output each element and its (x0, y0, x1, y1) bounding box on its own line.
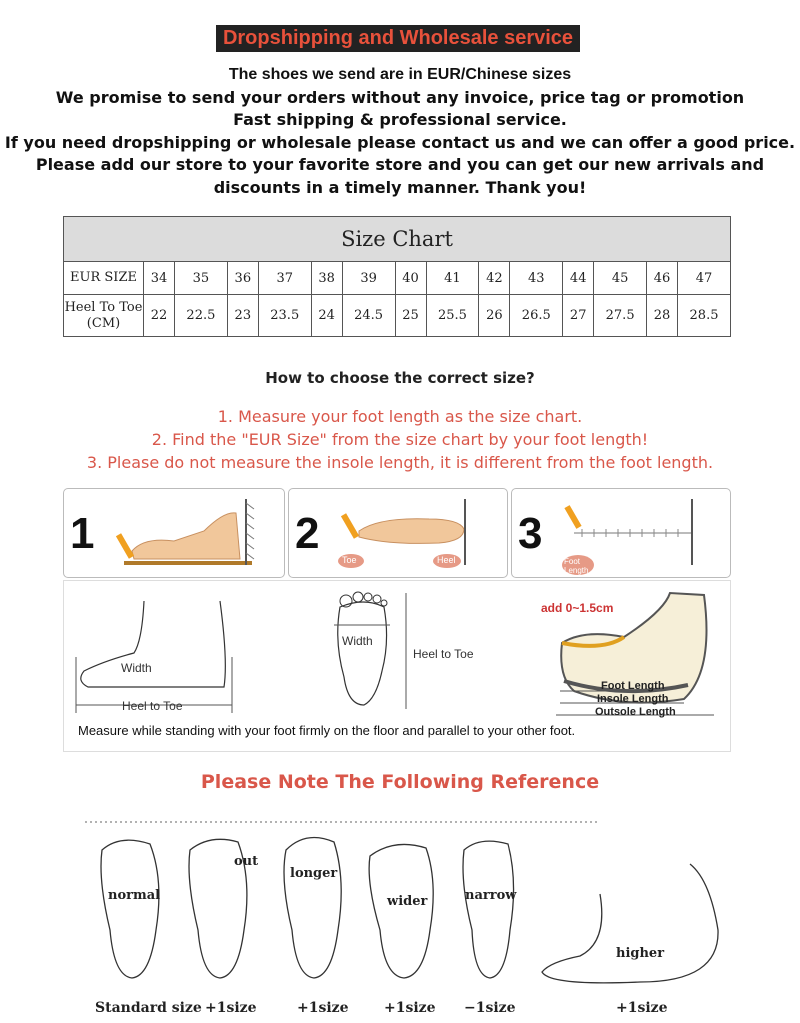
eur-size-cell: 37 (258, 262, 311, 295)
eur-size-cell: 47 (678, 262, 731, 295)
panel-number-3: 3 (518, 509, 543, 558)
heel-to-toe-cell: 28.5 (678, 295, 731, 337)
heel-to-toe-label: Heel To Toe (CM) (64, 295, 144, 337)
notice-text (0, 64, 800, 199)
width-side-label: Width (121, 661, 152, 675)
size-chart-table (63, 216, 731, 337)
size-chart-title: Size Chart (64, 217, 731, 262)
foot-label-wider: wider (387, 894, 428, 909)
step-panel-2 (288, 488, 508, 578)
foot-side-illustration (64, 489, 285, 578)
heel-to-toe-cell: 23 (227, 295, 258, 337)
eur-size-cell: 40 (395, 262, 426, 295)
foot-reference (80, 810, 780, 1022)
step-1: 1. Measure your foot length as the size chart. (217, 407, 583, 426)
eur-size-cell: 43 (510, 262, 563, 295)
how-to-title: How to choose the correct size? (265, 369, 535, 387)
eur-size-cell: 39 (342, 262, 395, 295)
foot-length-measure-label: Foot Length (601, 680, 665, 692)
heel-to-toe-cell: 28 (647, 295, 678, 337)
notice-line-5: Please add our store to your favorite store and you can get our new arrivals and discounts in a timely manner. Thank you! (35, 155, 765, 197)
outsole-length-label: Outsole Length (595, 706, 676, 718)
heel-to-toe-cell: 27.5 (594, 295, 647, 337)
eur-size-label: EUR SIZE (64, 262, 144, 295)
panel-number-2: 2 (295, 509, 320, 558)
step-3: 3. Please do not measure the insole length, it is different from the foot length. (86, 453, 714, 472)
eur-size-cell: 36 (227, 262, 258, 295)
foot-label-normal: normal (108, 888, 161, 903)
heel-to-toe-side-label: Heel to Toe (122, 699, 183, 713)
heel-to-toe-cell: 25.5 (426, 295, 479, 337)
heel-to-toe-cell: 26 (479, 295, 510, 337)
size-label-out: +1size (205, 1000, 257, 1016)
size-label-wider: +1size (384, 1000, 436, 1016)
foot-length-label: Foot Length (564, 557, 589, 575)
banner-title: Dropshipping and Wholesale service (216, 25, 580, 52)
heel-to-toe-cell: 22.5 (174, 295, 227, 337)
panel-number-1: 1 (70, 509, 95, 558)
insole-length-label: Insole Length (597, 693, 669, 705)
size-label-standard: Standard size (95, 1000, 202, 1016)
size-label-higher: +1size (616, 1000, 668, 1016)
measure-caption: Measure while standing with your foot firmly on the floor and parallel to your other foot. (78, 723, 576, 738)
eur-size-cell: 44 (563, 262, 594, 295)
size-label-narrow: −1size (464, 1000, 516, 1016)
notice-line-1: The shoes we send are in EUR/Chinese sizes (228, 66, 572, 83)
heel-to-toe-top-label: Heel to Toe (413, 647, 474, 661)
foot-label-out: out (234, 854, 259, 869)
notice-line-4: If you need dropshipping or wholesale please contact us and we can offer a good price. (4, 132, 796, 152)
heel-to-toe-cell: 24 (311, 295, 342, 337)
eur-size-cell: 35 (174, 262, 227, 295)
ruler-illustration (512, 489, 731, 578)
foot-label-longer: longer (290, 866, 338, 881)
eur-size-cell: 34 (144, 262, 175, 295)
eur-size-cell: 41 (426, 262, 479, 295)
heel-label: Heel (437, 555, 456, 565)
eur-size-row (64, 262, 731, 295)
foot-top-illustration (289, 489, 508, 578)
eur-size-cell: 38 (311, 262, 342, 295)
heel-to-toe-cell: 27 (563, 295, 594, 337)
notice-line-3: Fast shipping & professional service. (233, 110, 567, 129)
notice-line-2: We promise to send your orders without any invoice, price tag or promotion (55, 87, 745, 107)
toe-label: Toe (342, 555, 357, 565)
eur-size-cell: 46 (647, 262, 678, 295)
heel-to-toe-cell: 25 (395, 295, 426, 337)
foot-label-narrow: narrow (465, 888, 517, 903)
heel-to-toe-cell: 23.5 (258, 295, 311, 337)
heel-to-toe-row (64, 295, 731, 337)
step-2: 2. Find the "EUR Size" from the size chart by your foot length! (151, 430, 649, 449)
eur-size-cell: 42 (479, 262, 510, 295)
reference-title: Please Note The Following Reference (200, 771, 600, 793)
how-to-steps (0, 405, 800, 474)
foot-shapes-illustration (80, 810, 780, 1000)
width-top-label: Width (342, 634, 373, 648)
step-panel-3 (511, 488, 731, 578)
eur-size-cell: 45 (594, 262, 647, 295)
size-label-longer: +1size (297, 1000, 349, 1016)
measure-guide (63, 580, 731, 752)
foot-label-higher: higher (616, 946, 665, 961)
add-allowance-label: add 0~1.5cm (541, 601, 614, 615)
heel-to-toe-cell: 22 (144, 295, 175, 337)
step-panel-1 (63, 488, 285, 578)
heel-to-toe-cell: 24.5 (342, 295, 395, 337)
heel-to-toe-cell: 26.5 (510, 295, 563, 337)
